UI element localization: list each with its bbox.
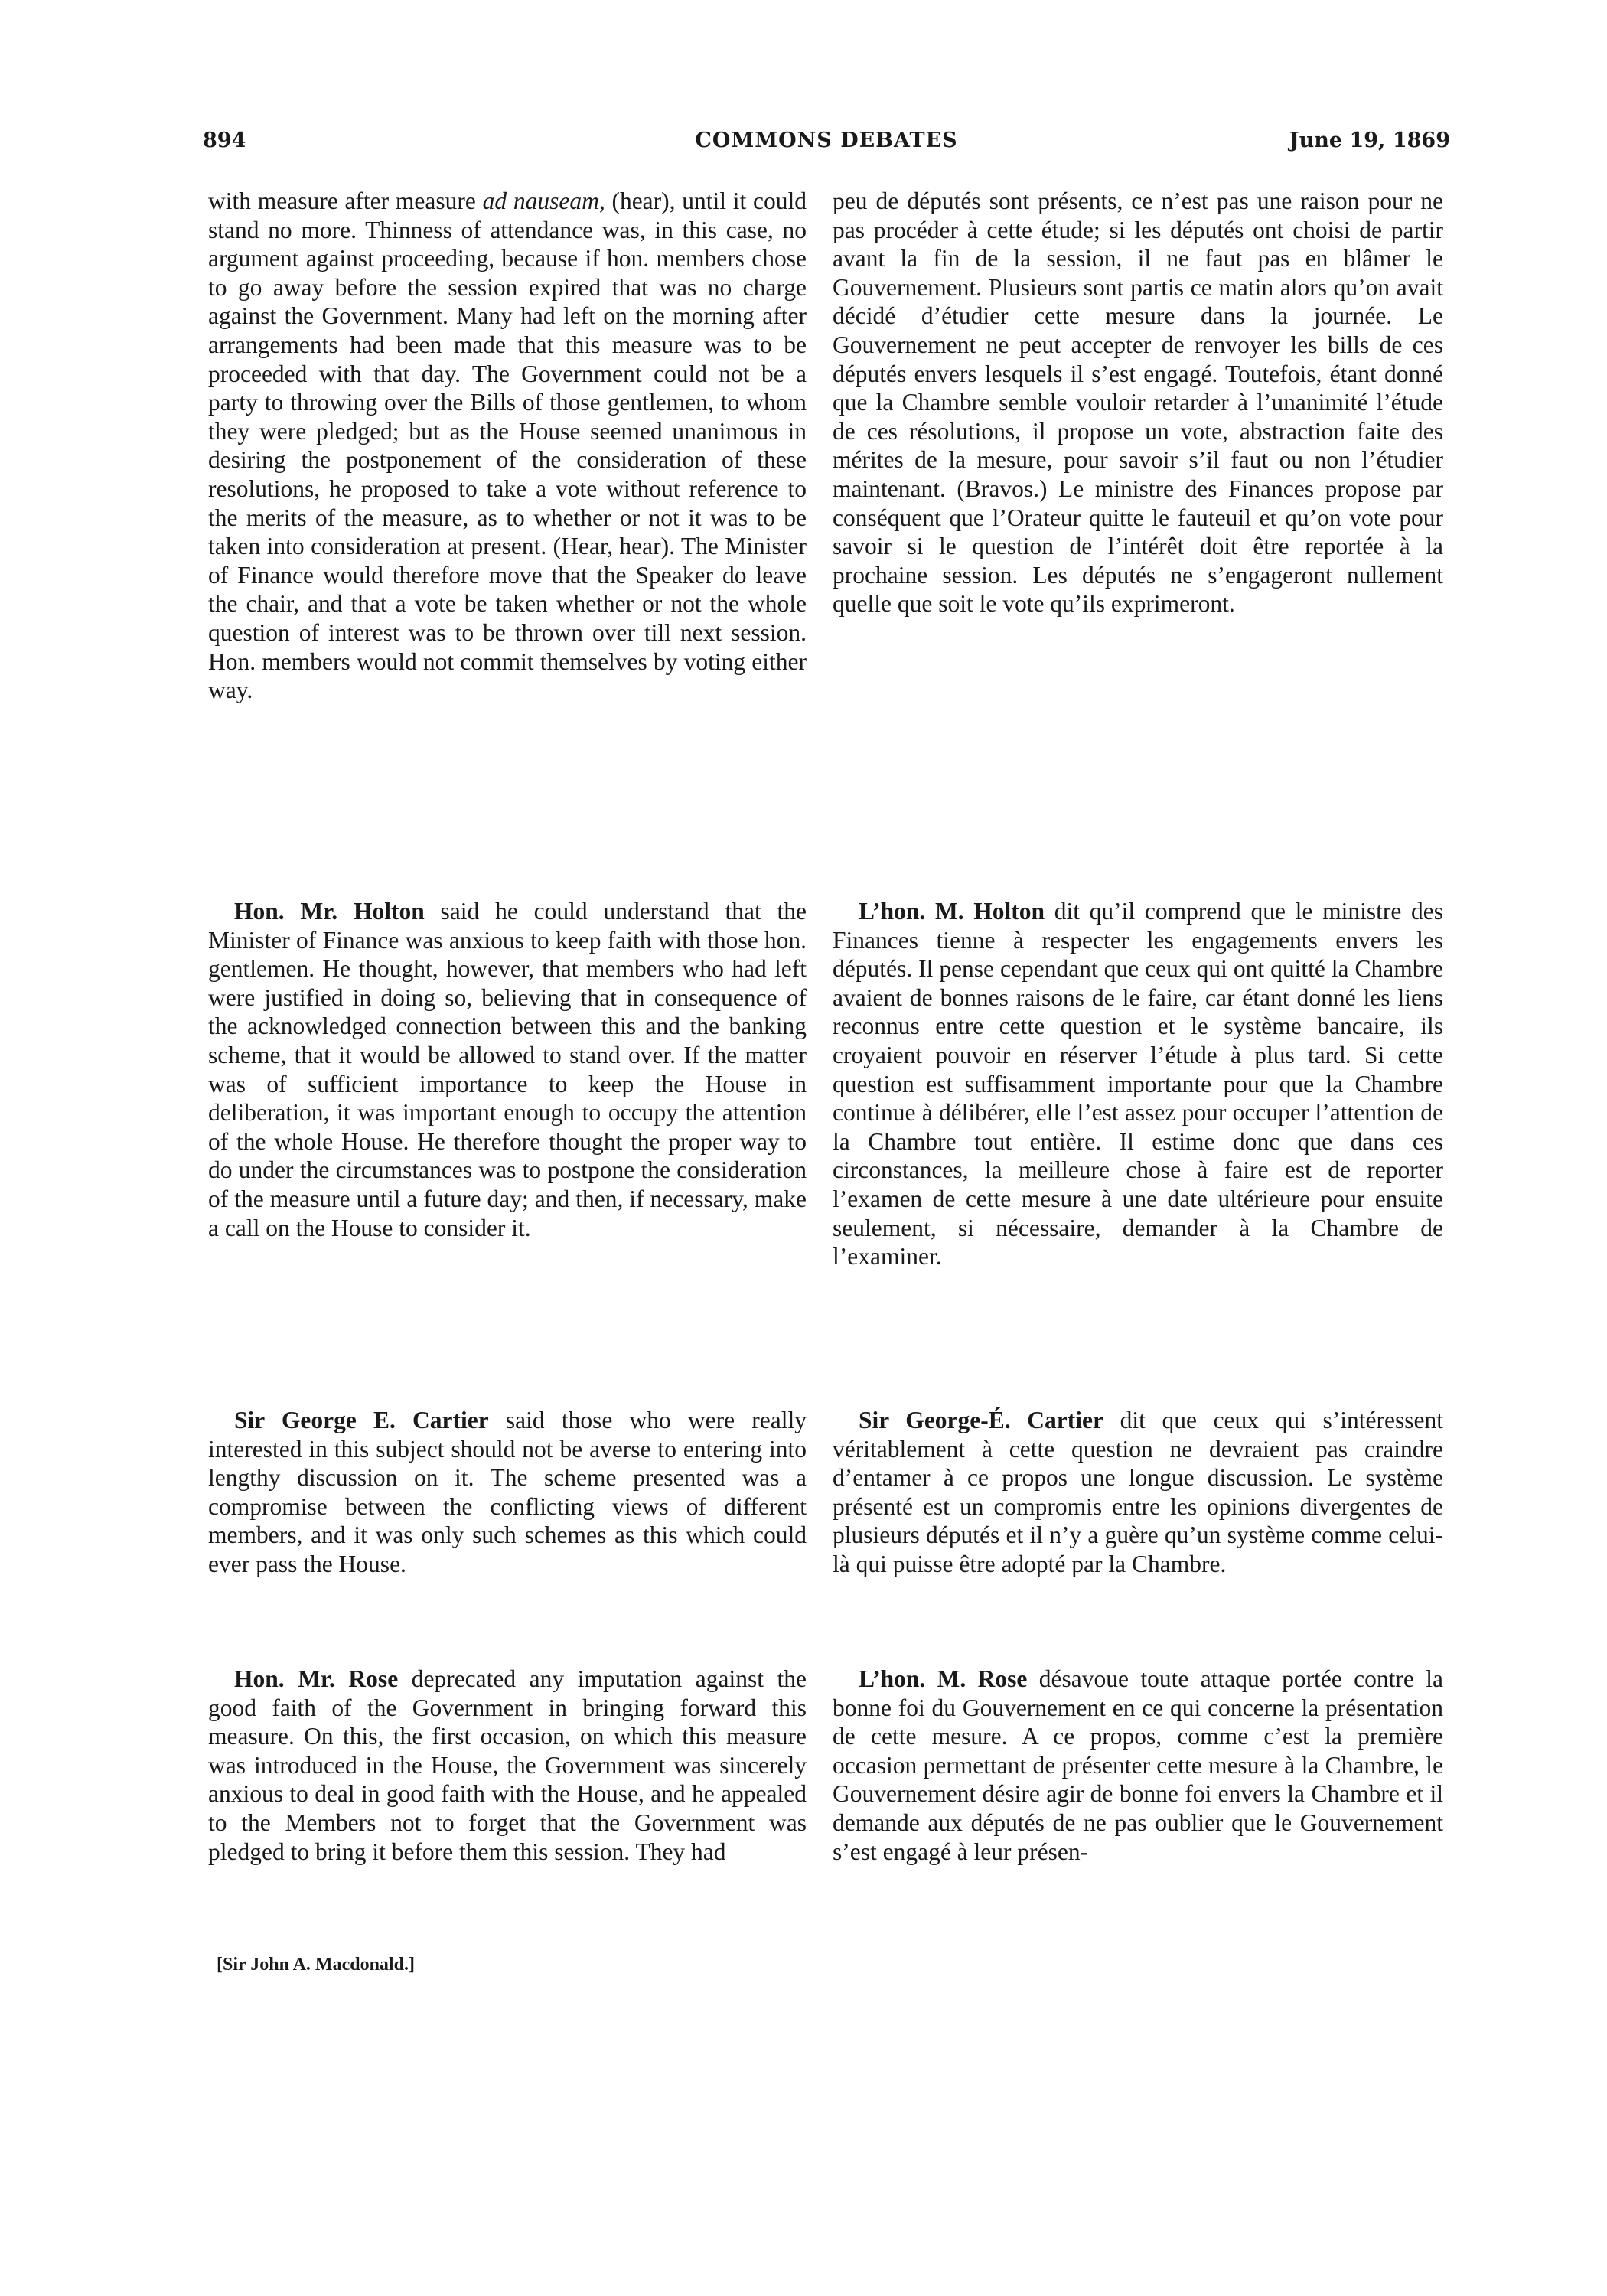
- speaker-rose-fr: L’hon. M. Rose: [859, 1665, 1028, 1692]
- left-p4-text: deprecated any imputation against the good faith of the Government in bringing forward this measure. On this, the first occasion, on which this measure was introduced in the House, the Government was sincerely anxious to deal in good faith with the House, and he appealed to the Members not to forget that the Government was pledged to bring it before them this session. They had: [208, 1665, 807, 1865]
- left-paragraph-cartier: [208, 1406, 807, 1579]
- right-p1-text: peu de députés sont présents, ce n’est pas une raison pour ne pas procéder à cette étude; si les députés ont choisi de partir avant la fin de la session, il ne faut pas en blâmer le Gouvernement. Plusieurs sont partis ce matin alors qu’on avait décidé d’étudier cette mesure dans la journée. Le Gouvernement ne peut accepter de renvoyer les bills de ces députés envers lesquels il s’est engagé. Toutefois, étant donné que la Chambre semble vouloir retarder à l’unanimité l’étude de ces résolutions, il propose un vote, abstraction faite des mérites de la mesure, pour savoir s’il faut ou non l’étudier maintenant. (Bravos.) Le ministre des Finances propose par conséquent que l’Orateur quitte le fauteuil et qu’on vote pour savoir si le question de l’intérêt doit être reportée à la prochaine session. Les députés ne s’engageront nullement quelle que soit le vote qu’ils exprimeront.: [833, 188, 1443, 618]
- page-header: [203, 129, 1450, 159]
- page-date: June 19, 1869: [1289, 129, 1450, 152]
- left-paragraph-rose: [208, 1665, 807, 1866]
- speaker-holton-fr: L’hon. M. Holton: [859, 898, 1045, 925]
- right-p4-text: désavoue toute attaque portée contre la bonne foi du Gouvernement en ce qui concerne la présentation de cette mesure. A ce propos, comme c’est la première occasion permettant de présenter cette mesure à la Chambre, le Gouvernement désire agir de bonne foi envers la Chambre et il demande aux députés de ne pas oublier que le Gouvernement s’est engagé à leur présen-: [833, 1665, 1443, 1865]
- running-title: COMMONS DEBATES: [695, 129, 958, 152]
- speaker-cartier-en: Sir George E. Cartier: [234, 1407, 489, 1433]
- right-p3-text: dit que ceux qui s’intéressent véritablement à cette question ne devraient pas craindre d’entamer à ce propos une longue discussion. Le système présenté est un compromis entre les opinions divergentes de plusieurs députés et il n’y a guère qu’un système comme celui-là qui puisse être adopté par la Chambre.: [833, 1407, 1444, 1577]
- right-paragraph-holton: [833, 897, 1443, 1271]
- speaker-footnote: [Sir John A. Macdonald.]: [217, 1955, 415, 1975]
- left-paragraph-1: [208, 187, 807, 705]
- left-p1-latin: ad nauseam,: [482, 188, 605, 214]
- right-paragraph-1: [833, 187, 1443, 618]
- right-paragraph-cartier: [833, 1406, 1443, 1579]
- speaker-rose-en: Hon. Mr. Rose: [234, 1665, 399, 1692]
- right-p2-text: dit qu’il comprend que le ministre des Finances tienne à respecter les engagements envers les députés. Il pense cependant que ceux qui ont quitté la Chambre avaient de bonnes raisons de le faire, car étant donné les liens reconnus entre cette question et le système bancaire, ils croyaient pouvoir en réserver l’étude à plus tard. Si cette question est suffisamment importante pour que la Chambre continue à délibérer, elle l’est assez pour occuper l’attention de la Chambre tout entière. Il estime donc que dans ces circonstances, la meilleure chose à faire est de reporter l’examen de cette mesure à une date ultérieure pour ensuite seulement, si nécessaire, demander à la Chambre de l’examiner.: [833, 898, 1444, 1270]
- speaker-holton-en: Hon. Mr. Holton: [234, 898, 425, 925]
- right-paragraph-rose: [833, 1665, 1443, 1866]
- left-p1-post: (hear), until it could stand no more. Thinness of attendance was, in this case, no argument against proceeding, because if hon. members chose to go away before the session expired that was no charge against the Government. Many had left on the morning after arrangements had been made that this measure was to be proceeded with that day. The Government could not be a party to throwing over the Bills of those gentlemen, to whom they were pledged; but as the House seemed unanimous in desiring the postponement of the consideration of these resolutions, he proposed to take a vote without reference to the merits of the measure, as to whether or not it was to be taken into consideration at present. (Hear, hear). The Minister of Finance would therefore move that the Speaker do leave the chair, and that a vote be taken whether or not the whole question of interest was to be thrown over till next session. Hon. members would not commit themselves by voting either way.: [208, 188, 807, 704]
- left-p2-text: said he could understand that the Minister of Finance was anxious to keep faith with those hon. gentlemen. He thought, however, that members who had left were justified in doing so, believing that in consequence of the acknowledged connection between this and the banking scheme, that it would be allowed to stand over. If the matter was of sufficient importance to keep the House in deliberation, it was important enough to occupy the attention of the whole House. He therefore thought the proper way to do under the circumstances was to postpone the consideration of the measure until a future day; and then, if necessary, make a call on the House to consider it.: [208, 898, 807, 1241]
- left-paragraph-holton: [208, 897, 807, 1242]
- speaker-cartier-fr: Sir George-É. Cartier: [859, 1407, 1103, 1433]
- page-number: 894: [203, 129, 246, 152]
- left-p1-pre: with measure after measure: [208, 188, 483, 214]
- left-p3-text: said those who were really interested in this subject should not be averse to entering into lengthy discussion on it. The scheme presented was a compromise between the conflicting views of different members, and it was only such schemes as this which could ever pass the House.: [208, 1407, 807, 1577]
